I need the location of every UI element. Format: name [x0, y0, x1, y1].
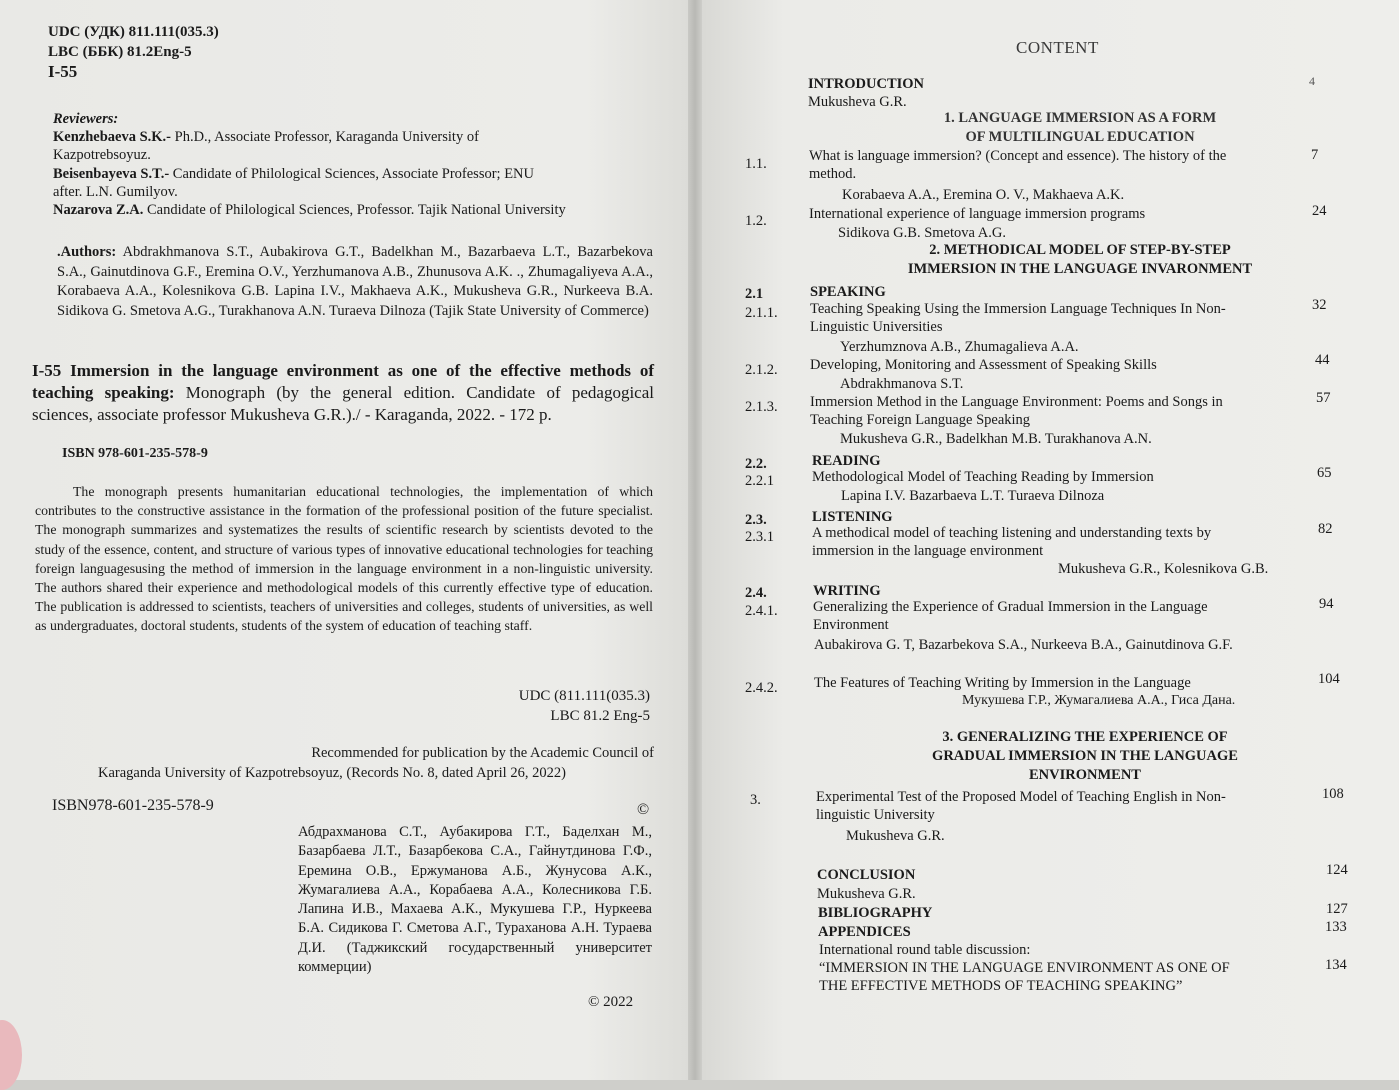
toc-page-2-1-1: 32: [1312, 297, 1327, 313]
toc-num-2-1: 2.1: [745, 286, 764, 302]
section-1-heading: 1. LANGUAGE IMMERSION AS A FORM OF MULTILINGUAL EDUCATION: [943, 110, 1217, 145]
abstract-text: The monograph presents humanitarian educational technologies, the implementation of which contributes to the constructive assistance in the formation of the professional position of the future specialist. The monograph summarizes and systematizes the results of scientific research by scientists devoted to the study of the essence, content, and structure of various types of innovative educational technologies for teaching foreign languagesusing the method of immersion in the language environment in a non-linguistic university. The authors shared their experience and methodological models of this currently effective type of education. The publication is addressed to scientists, teachers of universities and colleges, students of universities, as well as undergraduates, doctoral students, students of the system of education of teaching staff.: [35, 484, 653, 634]
reviewer-1: Kenzhebaeva S.K.- Ph.D., Associate Professor, Karaganda University of: [53, 129, 479, 146]
recommendation-note: Recommended for publication by the Academic Council of Karaganda University of Kazpotrebsoyuz, (Records No. 8, dated April 26, 2022): [98, 745, 654, 781]
toc-page-3: 108: [1322, 786, 1344, 802]
toc-introduction-page: 4: [1309, 74, 1315, 88]
toc-speaking: SPEAKING: [810, 284, 886, 300]
toc-bibliography-page: 127: [1326, 901, 1348, 917]
toc-num-2-1-1: 2.1.1.: [745, 305, 778, 321]
toc-author-2-4-2: Мукушева Г.Р., Жумагалиева А.А., Гиса Дана.: [962, 693, 1236, 708]
toc-title-2-4-2: The Features of Teaching Writing by Immersion in the Language: [814, 675, 1191, 691]
toc-num-2-1-3: 2.1.3.: [745, 399, 778, 415]
udc-code: UDC (УДК) 811.111(035.3): [48, 24, 219, 40]
toc-author-1-2: Sidikova G.B. Smetova A.G.: [838, 225, 1006, 241]
toc-introduction-author: Mukusheva G.R.: [808, 94, 907, 110]
toc-page-2-4-1: 94: [1319, 596, 1334, 612]
bibliographic-entry: I-55 Immersion in the language environment as one of the effective methods of teaching speaking: Monograph (by the general edition. Candidate of pedagogical sciences, associate professor Mukusheva G.R.)./ - Karaganda, 2022. - 172 p.: [32, 361, 654, 424]
copyright-sign: ©: [637, 801, 650, 818]
toc-num-1-1: 1.1.: [745, 156, 767, 172]
toc-conclusion: CONCLUSION: [817, 867, 916, 883]
reviewer-1-cont: Kazpotrebsoyuz.: [53, 147, 151, 164]
classification-block: [48, 22, 219, 82]
toc-num-2-2-1: 2.2.1: [745, 473, 774, 489]
toc-conclusion-page: 124: [1326, 862, 1348, 878]
toc-author-2-2-1: Lapina I.V. Bazarbaeva L.T. Turaeva Dilnoza: [841, 488, 1105, 504]
reviewer-2-cont: after. L.N. Gumilyov.: [53, 183, 178, 200]
toc-reading: READING: [812, 453, 881, 469]
toc-num-2-3: 2.3.: [745, 512, 767, 528]
toc-title-2-1-2: Developing, Monitoring and Assessment of Speaking Skills: [810, 357, 1157, 373]
toc-writing: WRITING: [813, 583, 881, 599]
toc-num-1-2: 1.2.: [745, 213, 767, 229]
book-gutter: [688, 0, 702, 1080]
toc-num-2-3-1: 2.3.1: [745, 529, 774, 545]
toc-page-2-3-1: 82: [1318, 521, 1333, 537]
toc-title-3: Experimental Test of the Proposed Model of Teaching English in Non- linguistic University: [816, 789, 1226, 823]
toc-title-1-1: What is language immersion? (Concept and essence). The history of the method.: [809, 148, 1227, 182]
authors-block: .Authors: Abdrakhmanova S.T., Aubakirova G.T., Badelkhan M., Bazarbaeva L.T., Bazarbekova S.A., Gainutdinova G.F., Eremina O.V., Yerzhumanova A.B., Zhunusova A.K. ., Zhumagaliyeva A.A., Korabaeva A.A., Kolesnikova G.B. Lapina I.V., Makhaeva A.K., Mukusheva G.R., Nurkeeva B.A. Sidikova G. Smetova A.G., Turakhanova A.N. Turaeva Dilnoza (Tajik State University of Commerce): [57, 244, 653, 319]
toc-round-table: International round table discussion:: [819, 942, 1031, 958]
toc-title-2-4-1: Generalizing the Experience of Gradual Immersion in the Language Environment: [813, 599, 1208, 633]
toc-title-2-3-1: A methodical model of teaching listening and understanding texts by immersion in the language environment: [812, 525, 1212, 559]
toc-title-1-2: International experience of language immersion programs: [809, 206, 1146, 222]
lbc-short: LBC 81.2 Eng-5: [550, 708, 650, 724]
toc-page-1-1: 7: [1311, 147, 1319, 163]
toc-author-2-3-1: Mukusheva G.R., Kolesnikova G.B.: [1058, 561, 1269, 577]
reviewers-heading: Reviewers:: [53, 111, 119, 127]
toc-title-2-1-3: Immersion Method in the Language Environment: Poems and Songs in Teaching Foreign Language Speaking: [810, 394, 1223, 428]
toc-num-2-4-2: 2.4.2.: [745, 680, 778, 696]
toc-round-table-page: 134: [1325, 957, 1347, 973]
toc-author-1-1: Korabaeva A.A., Eremina O. V., Makhaeva A.K.: [842, 187, 1125, 203]
reviewer-2: Beisenbayeva S.T.- Candidate of Philological Sciences, Associate Professor; ENU: [53, 165, 534, 182]
section-3-heading: 3. GENERALIZING THE EXPERIENCE OF GRADUAL IMMERSION IN THE LANGUAGE ENVIRONMENT: [932, 729, 1238, 783]
isbn-line: ISBN 978-601-235-578-9: [62, 446, 208, 461]
toc-num-3: 3.: [750, 792, 761, 808]
toc-page-2-1-3: 57: [1316, 390, 1331, 406]
reviewers-block: [53, 110, 653, 219]
lbc-code: LBC (ББК) 81.2Eng-5: [48, 44, 192, 60]
reviewer-3: Nazarova Z.A. Candidate of Philological Sciences, Professor. Tajik National University: [53, 202, 566, 219]
section-2-heading: 2. METHODICAL MODEL OF STEP-BY-STEP IMMERSION IN THE LANGUAGE INVARONMENT: [907, 242, 1253, 277]
toc-bibliography: BIBLIOGRAPHY: [818, 905, 933, 921]
toc-title: CONTENT: [1016, 38, 1099, 57]
udc-short-block: [470, 686, 650, 726]
toc-author-2-4-1: Aubakirova G. T, Bazarbekova S.A., Nurkeeva B.A., Gainutdinova G.F.: [814, 637, 1233, 653]
toc-listening: LISTENING: [812, 509, 893, 525]
isbn-bottom: ISBN978-601-235-578-9: [52, 797, 214, 814]
toc-page-2-4-2: 104: [1318, 671, 1340, 687]
toc-num-2-4-1: 2.4.1.: [745, 603, 778, 619]
toc-num-2-2: 2.2.: [745, 456, 767, 472]
toc-author-3: Mukusheva G.R.: [846, 828, 945, 844]
toc-page-2-1-2: 44: [1315, 352, 1330, 368]
toc-author-2-1-3: Mukusheva G.R., Badelkhan M.B. Turakhanova A.N.: [840, 431, 1152, 447]
copyright-year: © 2022: [588, 994, 634, 1010]
toc-introduction: INTRODUCTION: [808, 76, 925, 92]
toc-appendices: APPENDICES: [818, 924, 911, 940]
russian-authors-block: Абдрахманова С.Т., Аубакирова Г.Т., Баделхан М., Базарбаева Л.Т., Базарбекова С.А., Гайнутдинова Г.Ф., Еремина О.В., Ержуманова А.Б., Жунусова А.К., Жумагалиева А.А., Корабаева А.А., Колесникова Г.Б. Лапина И.В., Махаева А.К., Мукушева Г.Р., Нуркеева Б.А. Сидикова Г. Сметова А.Г., Тураханова А.Н. Тураева Д.И. (Таджикский государственный университет коммерции): [298, 824, 652, 976]
toc-round-table-title: “IMMERSION IN THE LANGUAGE ENVIRONMENT AS ONE OF THE EFFECTIVE METHODS OF TEACHING SPEAKING”: [819, 960, 1230, 994]
toc-author-2-1-1: Yerzhumznova A.B., Zhumagalieva A.A.: [840, 339, 1079, 355]
toc-conclusion-author: Mukusheva G.R.: [817, 886, 916, 902]
udc-short: UDC (811.111(035.3): [518, 688, 650, 704]
toc-num-2-4: 2.4.: [745, 585, 767, 601]
toc-author-2-1-2: Abdrakhmanova S.T.: [840, 376, 964, 392]
toc-title-2-2-1: Methodological Model of Teaching Reading by Immersion: [812, 469, 1154, 485]
book-code: I-55: [48, 62, 78, 81]
toc-num-2-1-2: 2.1.2.: [745, 362, 778, 378]
toc-title-2-1-1: Teaching Speaking Using the Immersion Language Techniques In Non- Linguistic Universities: [810, 301, 1226, 335]
toc-appendices-page: 133: [1325, 919, 1347, 935]
toc-page-1-2: 24: [1312, 203, 1327, 219]
toc-page-2-2-1: 65: [1317, 465, 1332, 481]
